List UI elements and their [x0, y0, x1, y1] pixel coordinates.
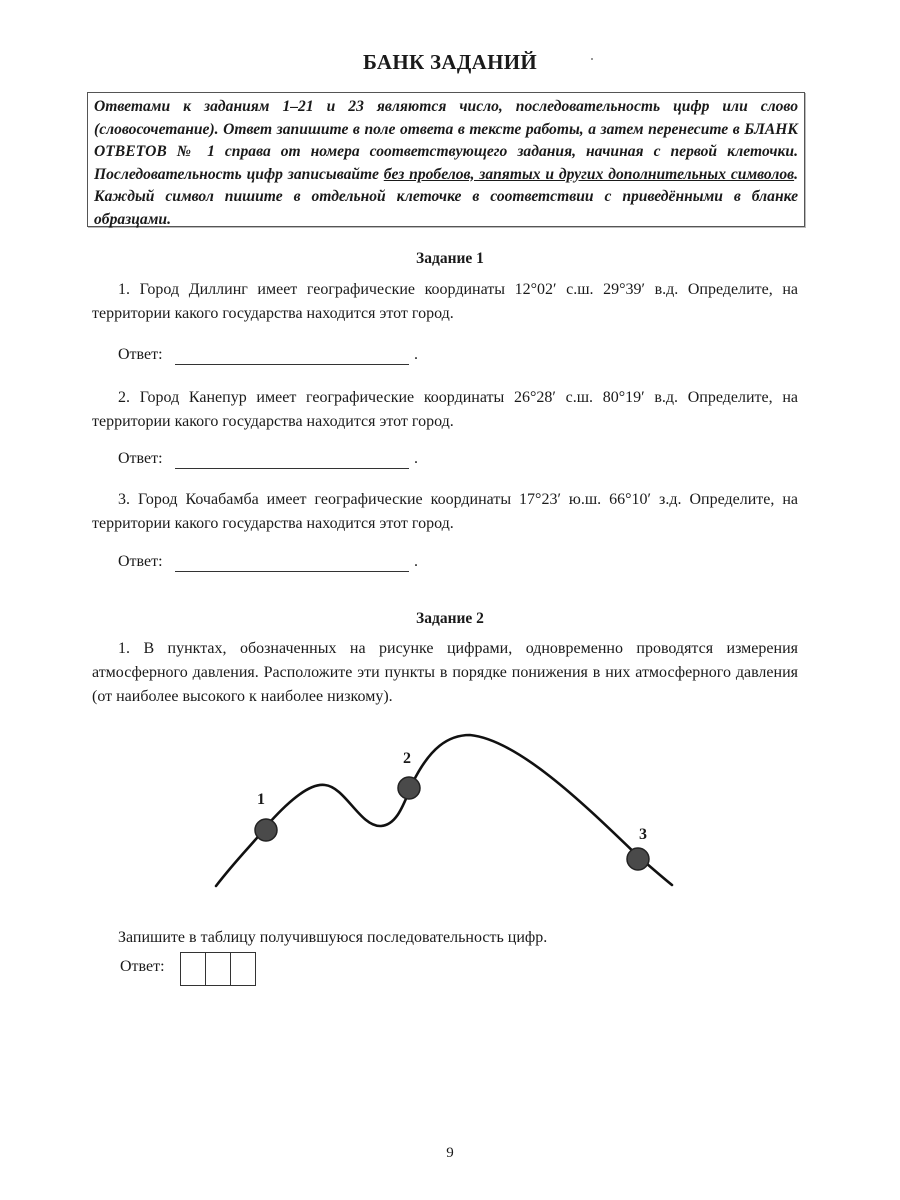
point-1-label: 1 [257, 791, 265, 808]
task1-question-1: 1. Город Диллинг имеет географические координаты 12°02′ с.ш. 29°39′ в.д. Определите, на территории какого государства находится этот город. [92, 281, 798, 322]
terrain-profile-diagram [200, 720, 690, 900]
instructions-box [87, 92, 805, 227]
answer-cell-1[interactable] [181, 953, 206, 985]
task1-answer-2: Ответ: . [118, 450, 418, 467]
point-2-marker [398, 777, 420, 799]
point-3-label: 3 [639, 826, 647, 843]
answer-input-line[interactable] [175, 571, 409, 572]
task2-question: 1. В пунктах, обозначенных на рисунке цифрами, одновременно проводятся измерения атмосферного давления. Расположите эти пункты в порядке понижения в них атмосферного давления (от наиболее высокого к наиболее низкому). [92, 640, 798, 705]
answer-label: Ответ: [120, 958, 165, 975]
task1-answer-1: Ответ: . [118, 346, 418, 363]
answer-label: Ответ: [118, 450, 163, 467]
point-1-marker [255, 819, 277, 841]
task1-question-2: 2. Город Канепур имеет географические координаты 26°28′ с.ш. 80°19′ в.д. Определите, на территории какого государства находится этот город. [92, 389, 798, 430]
point-3-marker [627, 848, 649, 870]
task1-heading: Задание 1 [416, 250, 484, 267]
page-title: БАНК ЗАДАНИЙ [362, 50, 538, 74]
page-number: 9 [446, 1145, 454, 1161]
answer-cell-2[interactable] [206, 953, 231, 985]
point-2-label: 2 [403, 750, 411, 767]
terrain-line [216, 735, 672, 886]
task2-heading: Задание 2 [416, 610, 484, 627]
answer-cells [180, 952, 256, 986]
answer-input-line[interactable] [175, 364, 409, 365]
instructions-underlined: без пробелов, запятых и других дополнительных символов [383, 165, 795, 183]
answer-input-line[interactable] [175, 468, 409, 469]
task2-instruction: Запишите в таблицу получившуюся последовательность цифр. [118, 929, 548, 946]
instructions-text-2: . Каждый символ пишите в отдельной клеточке в соответствии с приведёнными в бланке образцами. [94, 165, 798, 228]
scan-speck [591, 58, 593, 60]
task1-question-3: 3. Город Кочабамба имеет географические координаты 17°23′ ю.ш. 66°10′ з.д. Определите, на территории какого государства находится этот город. [92, 491, 798, 532]
answer-cell-3[interactable] [231, 953, 255, 985]
task1-answer-3: Ответ: . [118, 553, 418, 570]
instructions-text-1: Ответами к заданиям 1–21 и 23 являются число, последовательность цифр или слово (словосочетание). Ответ запишите в поле ответа в тексте работы, а затем перенесите в БЛАНК ОТВЕТОВ № 1 справа от номера соответствующего задания, начиная с первой клеточки. Последовательность цифр записывайте [94, 98, 798, 183]
answer-label: Ответ: [118, 553, 163, 570]
answer-label: Ответ: [118, 346, 163, 363]
